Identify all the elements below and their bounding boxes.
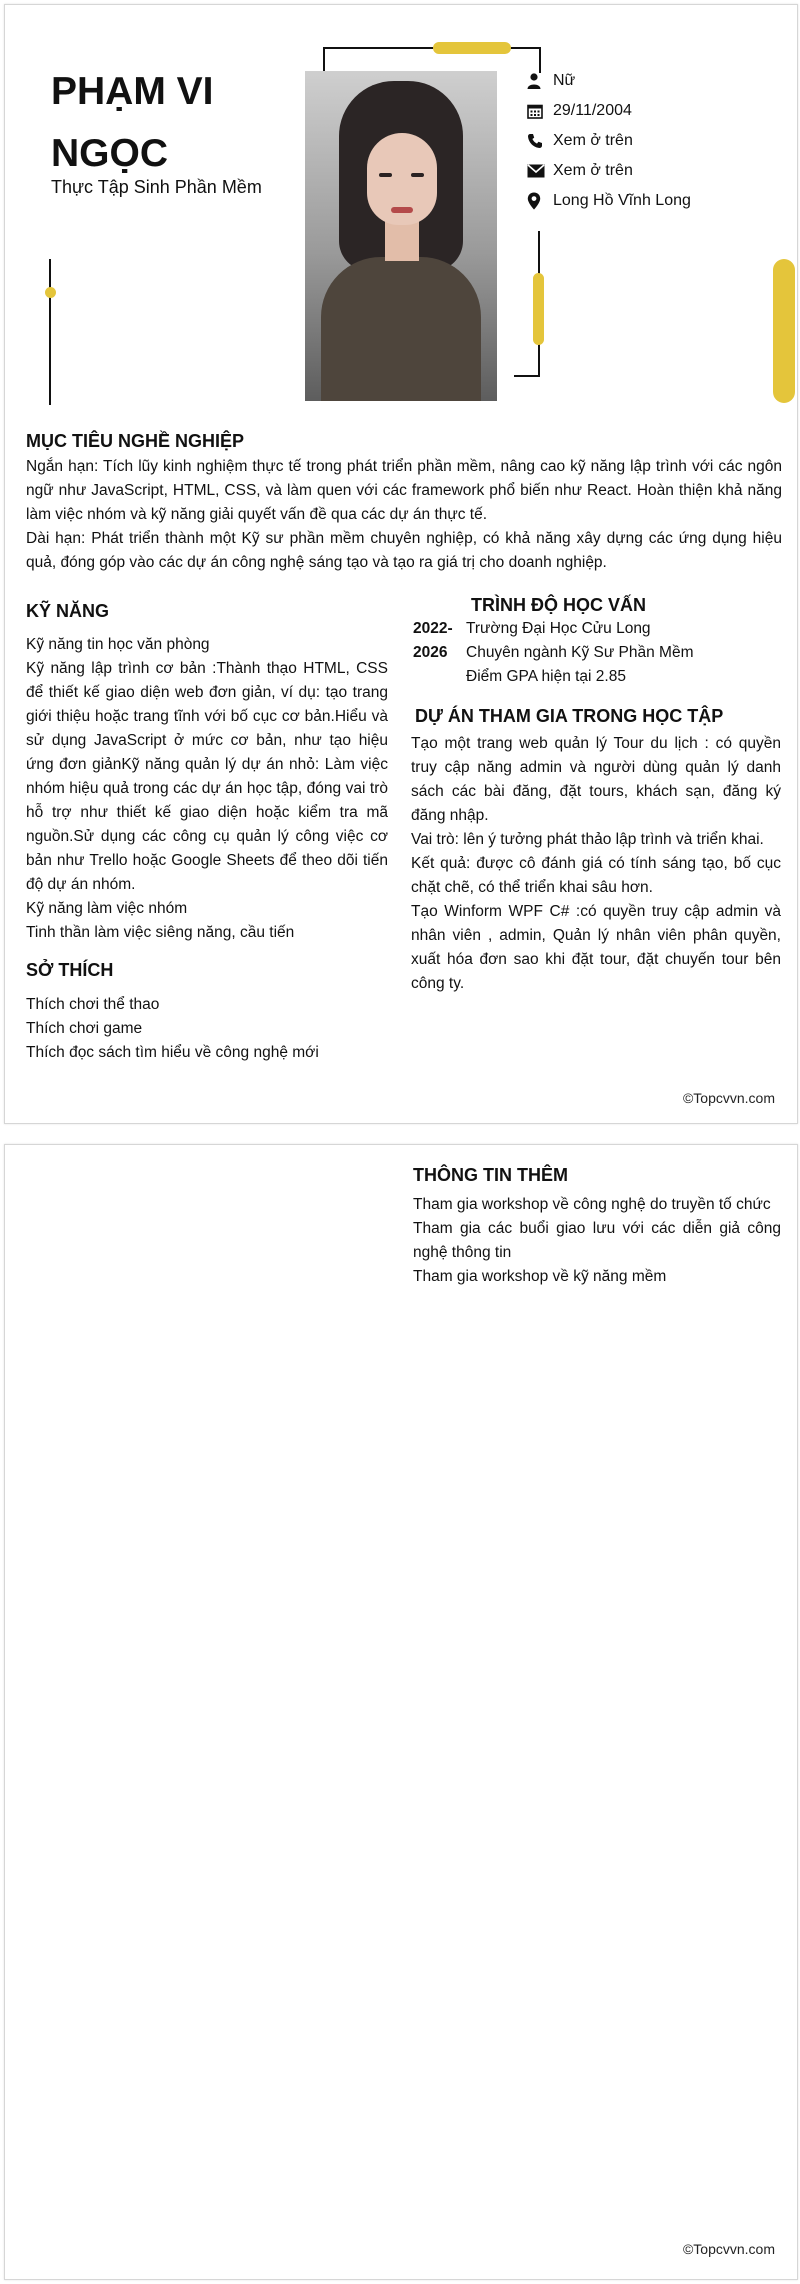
footer-watermark: ©Topcvvn.com [682, 1090, 775, 1106]
project-item: Tạo Winform WPF C# :có quyền truy cập admin và nhân viên , admin, Quản lý nhân viên phân quyền, xuất hóa đơn sao khi đặt tour, đặt chuyến tour bên công ty. [411, 903, 781, 992]
hobbies-title: SỞ THÍCH [26, 960, 114, 980]
info-email [527, 161, 633, 181]
accent-dot-left [45, 287, 56, 298]
accent-bar-top [433, 42, 511, 54]
objective-text [26, 455, 782, 575]
accent-bar-edge [773, 259, 795, 403]
additional-info-item: Tham gia workshop về kỹ năng mềm [413, 1268, 667, 1285]
address-value: Long Hồ Vĩnh Long [553, 192, 691, 209]
mail-icon [527, 161, 553, 181]
skill-item: Tinh thần làm việc siêng năng, cầu tiến [26, 924, 295, 941]
accent-bar-right [533, 273, 544, 345]
hobbies-list [26, 993, 388, 1065]
gender-value: Nữ [553, 72, 576, 89]
objective-long-term: Dài hạn: Phát triển thành một Kỹ sư phần mềm chuyên nghiệp, có khả năng xây dựng các ứng dụng hiệu quả, đóng góp vào các dự án công nghệ sáng tạo và tạo ra giá trị cho doanh nghiệp. [26, 530, 782, 571]
frame-line-right-bottom [514, 375, 540, 377]
projects-title: DỰ ÁN THAM GIA TRONG HỌC TẬP [415, 706, 724, 726]
hobby-item: Thích chơi game [26, 1020, 143, 1037]
location-pin-icon [527, 191, 553, 211]
education-year-start: 2022- [413, 620, 453, 637]
info-gender [527, 71, 575, 91]
project-item: Vai trò: lên ý tưởng phát thảo lập trình và triển khai. [411, 831, 764, 848]
cv-page-1 [4, 4, 798, 1124]
projects-list [411, 732, 781, 996]
skills-list [26, 633, 388, 945]
info-address [527, 191, 691, 211]
education-gpa: Điểm GPA hiện tại 2.85 [466, 668, 626, 685]
footer-watermark: ©Topcvvn.com [682, 2241, 775, 2257]
education-title: TRÌNH ĐỘ HỌC VẤN [471, 595, 646, 615]
skill-item: Kỹ năng lập trình cơ bản :Thành thạo HTML, CSS để thiết kế giao diện web đơn giản, ví dụ: tạo trang giới thiệu hoặc trang tĩnh với bố cục cơ bản.Hiểu và sử dụng JavaScript ở mức cơ bản, như tạo hiệu ứng đơn giảnKỹ năng quản lý dự án nhỏ: Làm việc nhóm hiệu quả trong các dự án học tập, đóng vai trò hỗ trợ như thiết kế giao diện hoặc kiểm tra mã nguồn.Sử dụng các công cụ quản lý công việc cơ bản như Trello hoặc Google Sheets để theo dõi tiến độ dự án nhóm. [26, 660, 388, 893]
hobby-item: Thích chơi thể thao [26, 996, 160, 1013]
project-item: Kết quả: được cô đánh giá có tính sáng tạo, bố cục chặt chẽ, có thể triển khai sâu hơn. [411, 855, 781, 896]
skill-item: Kỹ năng tin học văn phòng [26, 636, 210, 653]
education-school: Trường Đại Học Cửu Long [466, 620, 651, 637]
frame-line-top-left [323, 47, 325, 73]
info-phone [527, 131, 633, 151]
additional-info-list [413, 1193, 781, 1289]
skill-item: Kỹ năng làm việc nhóm [26, 900, 188, 917]
additional-info-item: Tham gia workshop về công nghệ do truyền tố chức [413, 1196, 771, 1213]
education-major: Chuyên ngành Kỹ Sư Phần Mềm [466, 644, 694, 661]
hobby-item: Thích đọc sách tìm hiểu về công nghệ mới [26, 1044, 319, 1061]
skills-title: KỸ NĂNG [26, 601, 110, 621]
phone-icon [527, 131, 553, 151]
email-value: Xem ở trên [553, 162, 633, 179]
calendar-icon [527, 101, 553, 121]
frame-line-left [49, 259, 51, 405]
candidate-name: PHẠM VI NGỌC [51, 70, 214, 175]
person-icon [527, 71, 553, 91]
frame-line-top-right [539, 47, 541, 73]
birthdate-value: 29/11/2004 [553, 102, 632, 119]
cv-page-2 [4, 1144, 798, 2280]
objective-title: MỤC TIÊU NGHỀ NGHIỆP [26, 431, 245, 451]
project-item: Tạo một trang web quản lý Tour du lịch : có quyền truy cập năng admin và người dùng quản lý danh sách các bài đăng, đặt tours, khách sạn, đăng ký đăng nhập. [411, 735, 781, 824]
objective-short-term: Ngắn hạn: Tích lũy kinh nghiệm thực tế trong phát triển phần mềm, nâng cao kỹ năng lập trình với các ngôn ngữ như JavaScript, HTML, CSS, và làm quen với các framework phổ biến như React. Hoàn thiện khả năng làm việc nhóm và kỹ năng giải quyết vấn đề qua các dự án thực tế. [26, 458, 782, 523]
phone-value: Xem ở trên [553, 132, 633, 149]
job-title: Thực Tập Sinh Phần Mềm [51, 177, 262, 197]
additional-info-item: Tham gia các buổi giao lưu với các diễn giả công nghệ thông tin [413, 1220, 781, 1261]
additional-info-title: THÔNG TIN THÊM [413, 1165, 568, 1185]
education-entry [413, 617, 783, 689]
education-year-end: 2026 [413, 644, 448, 661]
info-birthdate [527, 101, 632, 121]
profile-photo [305, 71, 497, 401]
